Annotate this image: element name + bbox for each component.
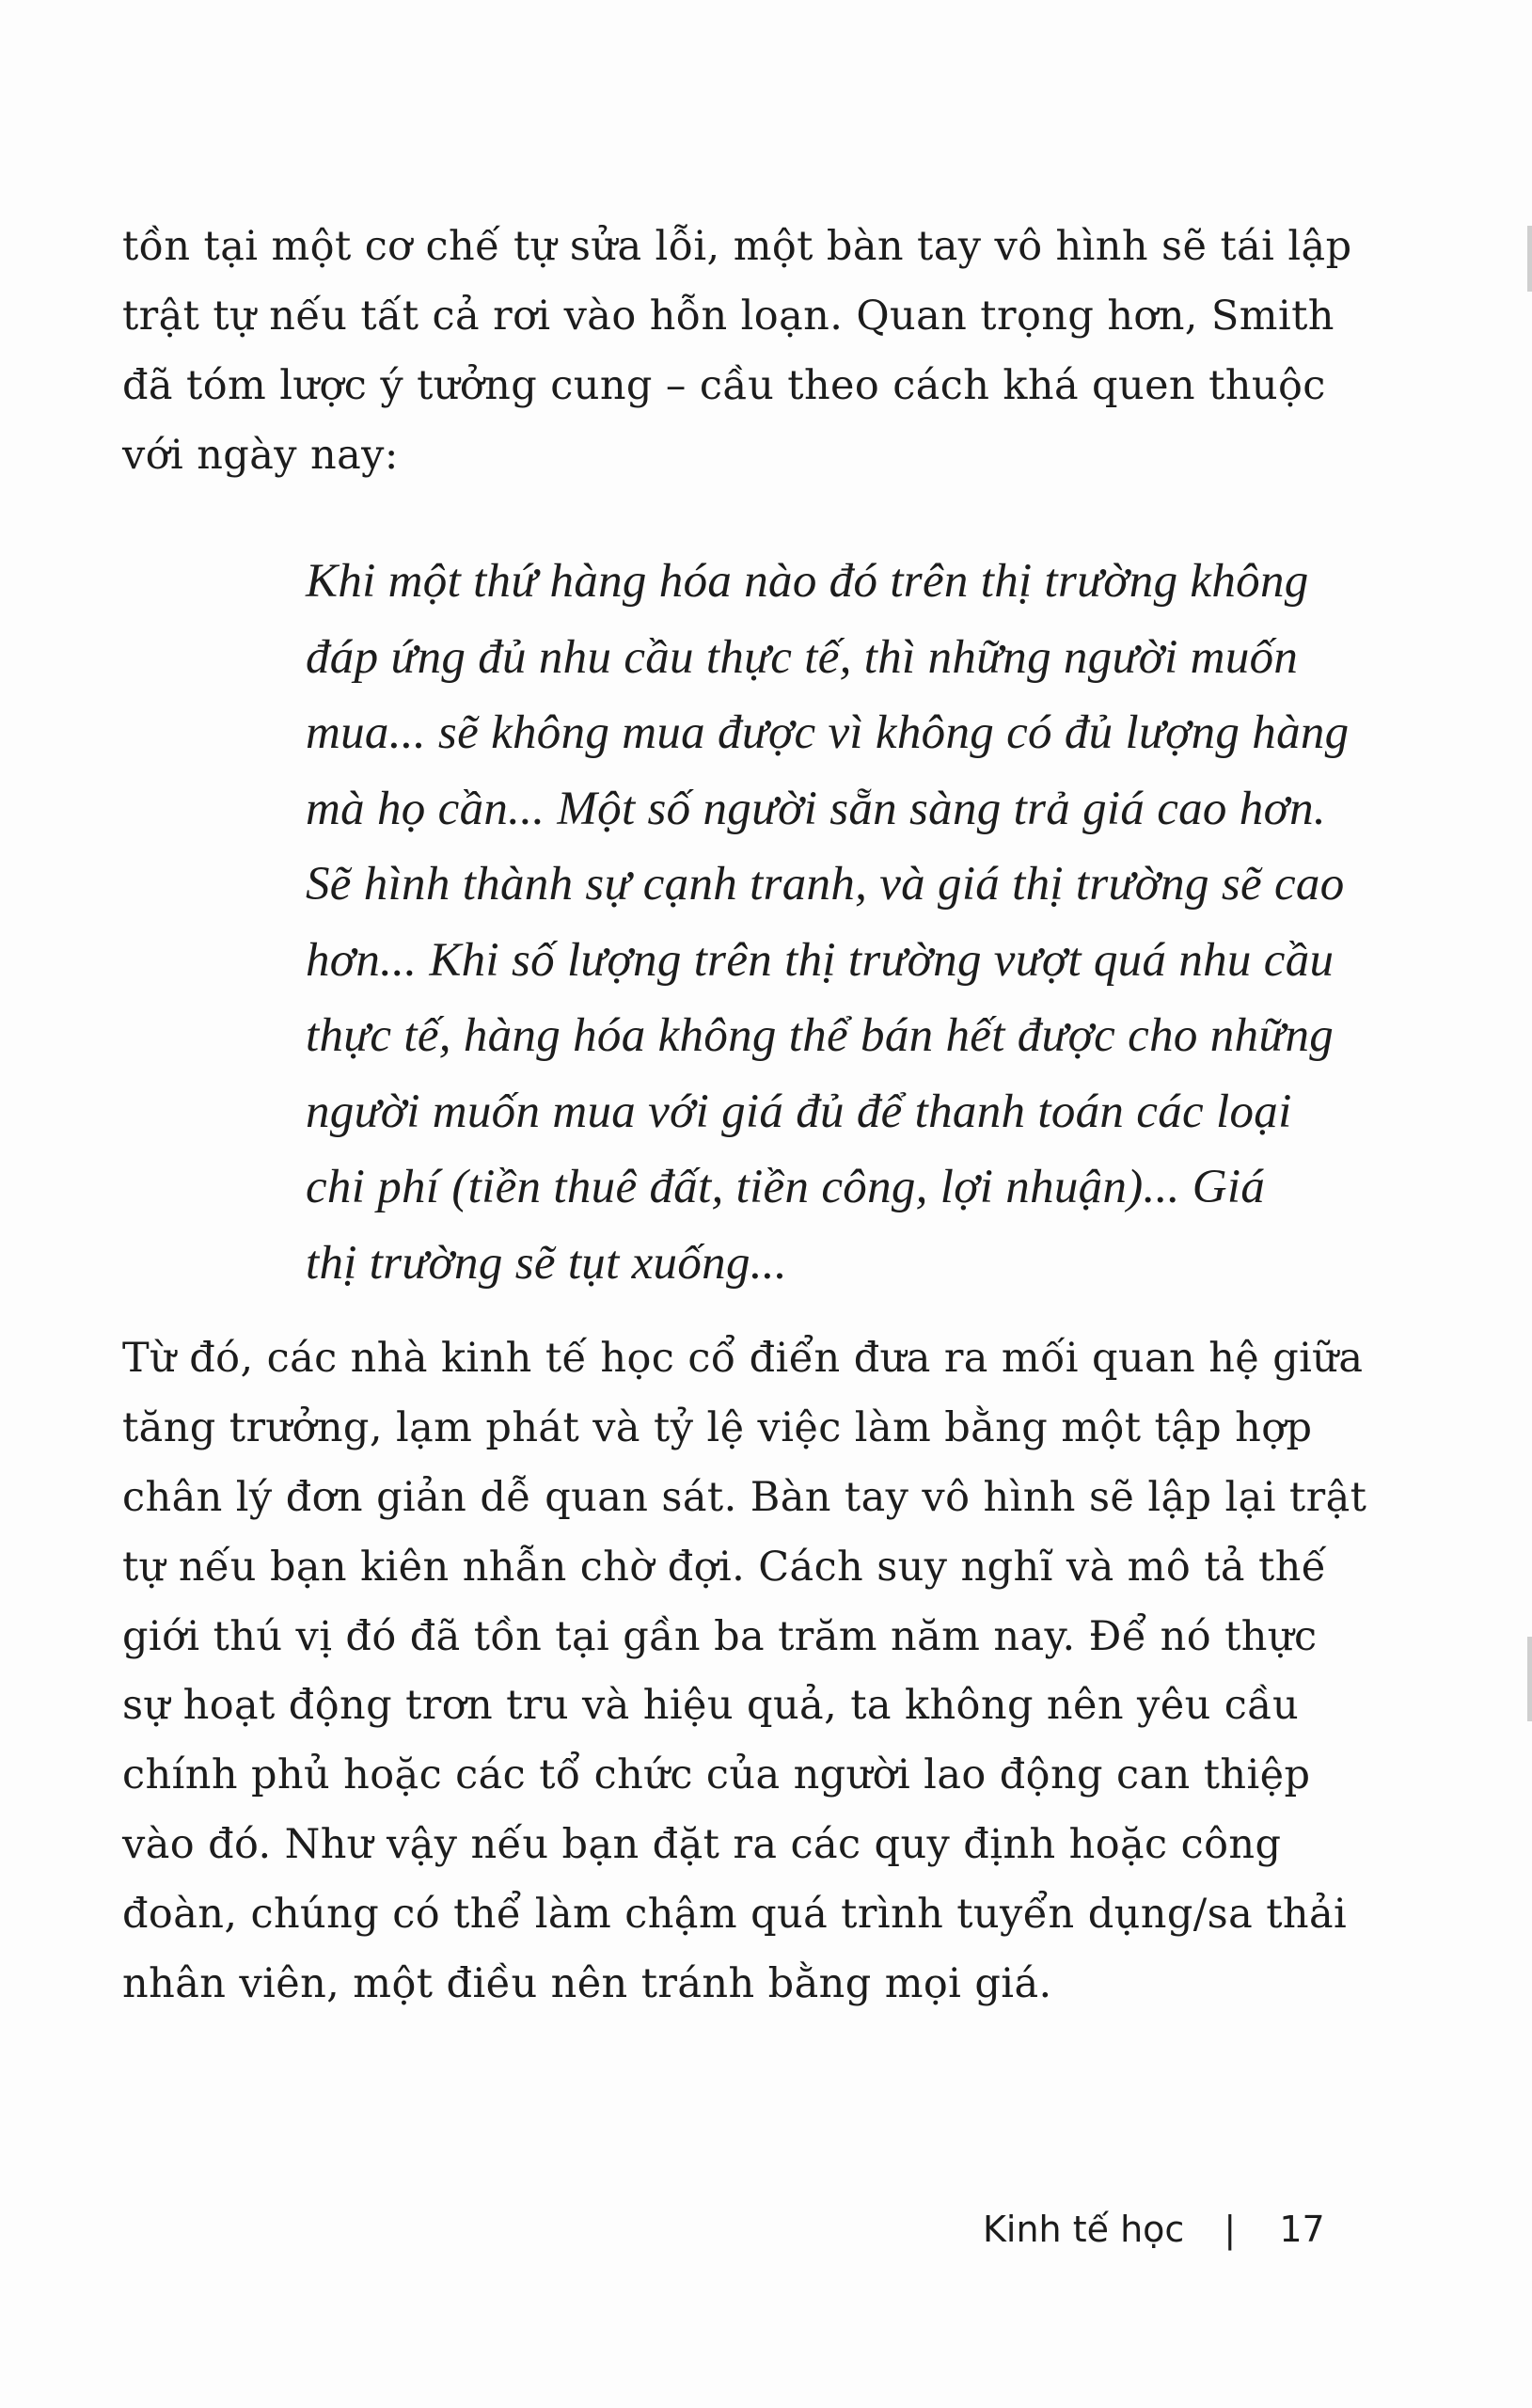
text-line: Từ đó, các nhà kinh tế học cổ điển đưa ra mối quan hệ giữa — [122, 1335, 1364, 1382]
text-line: tăng trưởng, lạm phát và tỷ lệ việc làm bằng một tập hợp — [122, 1403, 1313, 1451]
text-line: tồn tại một cơ chế tự sửa lỗi, một bàn tay vô hình sẽ tái lập — [122, 223, 1352, 270]
quote-line: Sẽ hình thành sự cạnh tranh, và giá thị trường sẽ cao — [306, 858, 1345, 911]
footer-separator: | — [1224, 2209, 1237, 2250]
quote-line: Khi một thứ hàng hóa nào đó trên thị trường không — [306, 555, 1309, 608]
quote-line: thực tế, hàng hóa không thể bán hết được cho những — [306, 1009, 1335, 1062]
text-line: chính phủ hoặc các tổ chức của người lao động can thiệp — [122, 1751, 1311, 1799]
text-line: trật tự nếu tất cả rơi vào hỗn loạn. Quan trọng hơn, Smith — [122, 293, 1335, 340]
page-number: 17 — [1279, 2209, 1325, 2250]
text-line: vào đó. Như vậy nếu bạn đặt ra các quy định hoặc công — [122, 1821, 1282, 1869]
text-line: với ngày nay: — [122, 432, 399, 479]
text-line: tự nếu bạn kiên nhẫn chờ đợi. Cách suy nghĩ và mô tả thế — [122, 1543, 1327, 1591]
text-line: đã tóm lược ý tưởng cung – cầu theo cách khá quen thuộc — [122, 362, 1326, 409]
quote-line: mà họ cần... Một số người sẵn sàng trả giá cao hơn. — [306, 782, 1326, 835]
scan-edge-mark — [1527, 226, 1532, 292]
quote-line: đáp ứng đủ nhu cầu thực tế, thì những người muốn — [306, 630, 1299, 684]
text-line: sự hoạt động trơn tru và hiệu quả, ta không nên yêu cầu — [122, 1682, 1300, 1730]
quote-line: mua... sẽ không mua được vì không có đủ lượng hàng — [306, 706, 1350, 759]
quote-line: người muốn mua với giá đủ để thanh toán các loại — [306, 1085, 1292, 1138]
text-line: nhân viên, một điều nên tránh bằng mọi giá. — [122, 1960, 1052, 2008]
text-line: đoàn, chúng có thể làm chậm quá trình tuyển dụng/sa thải — [122, 1891, 1348, 1939]
block-quote — [306, 544, 1350, 1301]
text-line: chân lý đơn giản dễ quan sát. Bàn tay vô hình sẽ lập lại trật — [122, 1473, 1367, 1521]
quote-line: chi phí (tiền thuê đất, tiền công, lợi nhuận)... Giá — [306, 1161, 1266, 1213]
running-title: Kinh tế học — [983, 2209, 1185, 2250]
paragraph-intro — [122, 212, 1352, 490]
quote-line: hơn... Khi số lượng trên thị trường vượt quá nhu cầu — [306, 933, 1335, 987]
scan-edge-mark — [1527, 1637, 1532, 1721]
page-footer — [983, 2201, 1325, 2258]
text-line: giới thú vị đó đã tồn tại gần ba trăm năm nay. Để nó thực — [122, 1612, 1318, 1660]
quote-line: thị trường sẽ tụt xuống... — [306, 1236, 787, 1290]
paragraph-conclusion — [122, 1324, 1367, 2020]
